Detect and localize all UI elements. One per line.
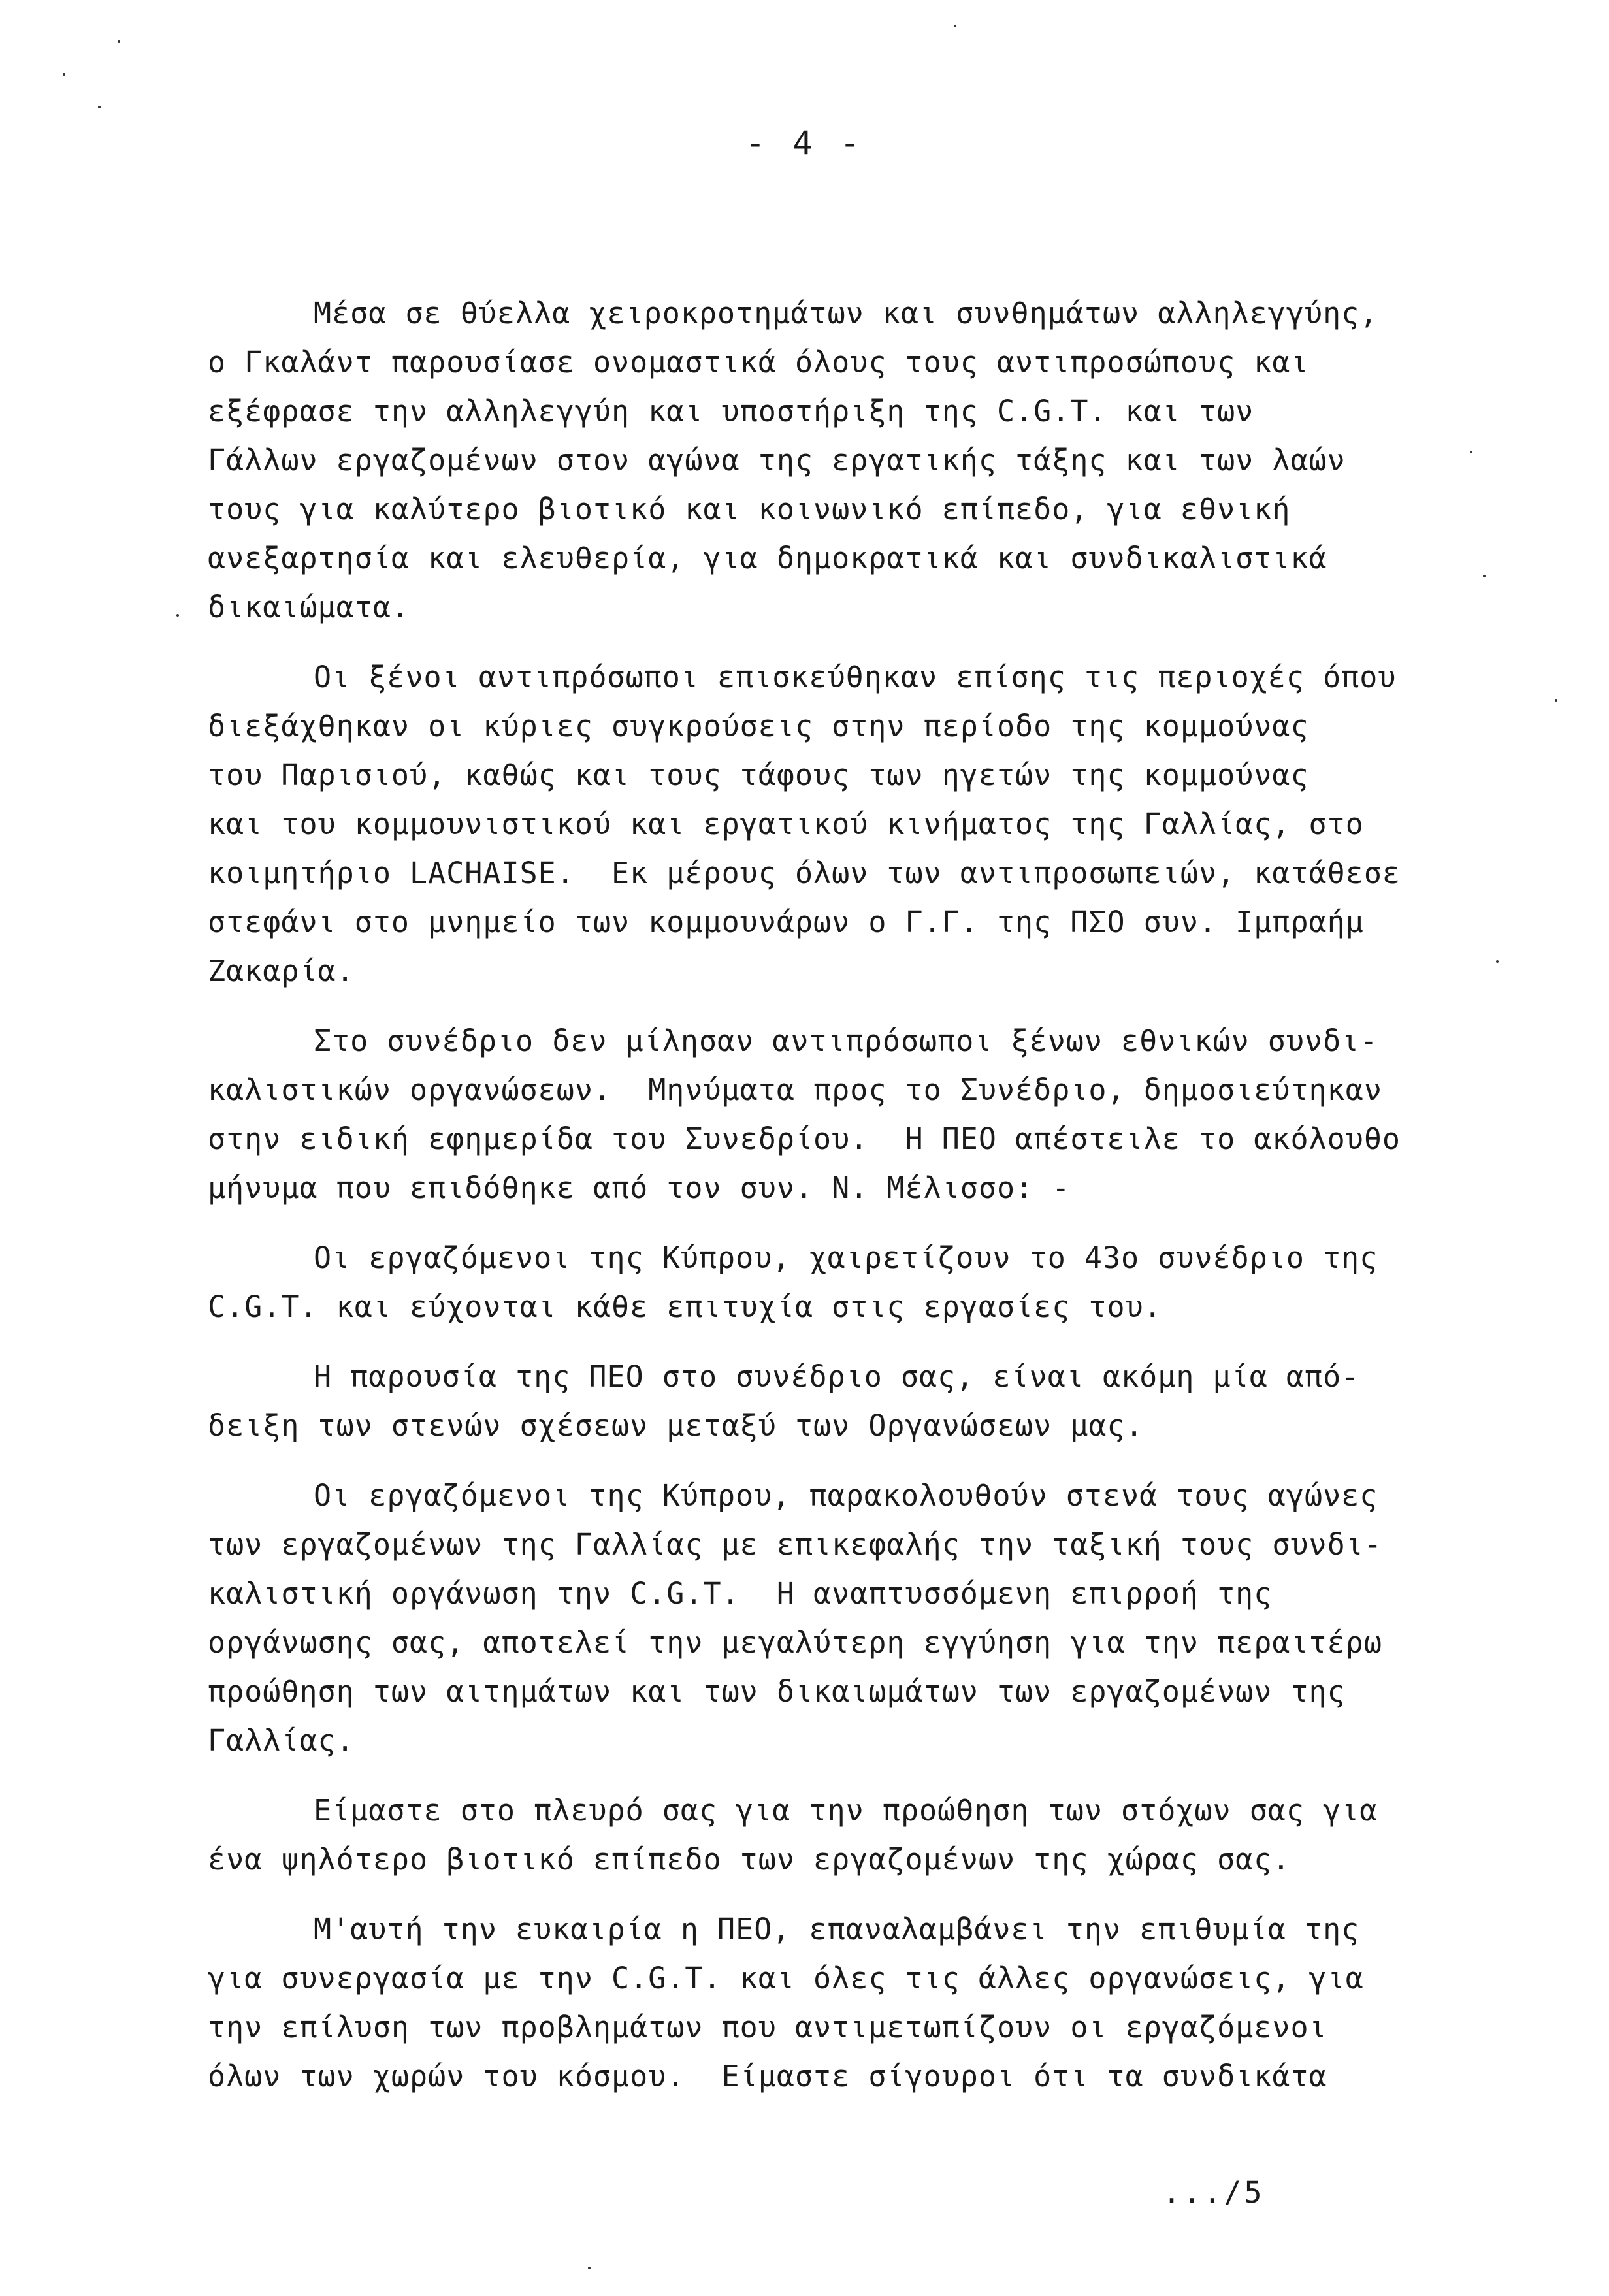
text-line: Η παρουσία της ΠΕΟ στο συνέδριο σας, είναι ακόμη μία από-: [314, 1359, 1360, 1394]
scan-speck: [176, 614, 179, 617]
text-line: τους για καλύτερο βιοτικό και κοινωνικό επίπεδο, για εθνική: [208, 492, 1291, 526]
text-line: ένα ψηλότερο βιοτικό επίπεδο των εργαζομένων της χώρας σας.: [208, 1842, 1291, 1877]
paragraph: [208, 289, 1521, 632]
text-line: των εργαζομένων της Γαλλίας με επικεφαλής την ταξική τους συνδι-: [208, 1527, 1382, 1562]
scan-speck: [1555, 699, 1557, 702]
text-line: καλιστική οργάνωση την C.G.T. Η αναπτυσσόμενη επιρροή της: [208, 1576, 1273, 1611]
text-line: στην ειδική εφημερίδα του Συνεδρίου. Η ΠΕΟ απέστειλε το ακόλουθο: [208, 1122, 1401, 1156]
text-line: εξέφρασε την αλληλεγγύη και υποστήριξη της C.G.T. και των: [208, 394, 1254, 428]
text-line: για συνεργασία με την C.G.T. και όλες τις άλλες οργανώσεις, για: [208, 1961, 1364, 1996]
text-line: ο Γκαλάντ παρουσίασε ονομαστικά όλους τους αντιπροσώπους και: [208, 345, 1309, 380]
text-line: οργάνωσης σας, αποτελεί την μεγαλύτερη εγγύηση για την περαιτέρω: [208, 1625, 1382, 1660]
scan-speck: [1483, 575, 1486, 577]
page-number: - 4 -: [745, 124, 864, 162]
text-line: Μ'αυτή την ευκαιρία η ΠΕΟ, επαναλαμβάνει την επιθυμία της: [314, 1912, 1360, 1947]
text-line: Γαλλίας.: [208, 1723, 355, 1758]
text-line: καλιστικών οργανώσεων. Μηνύματα προς το Συνέδριο, δημοσιεύτηκαν: [208, 1073, 1382, 1107]
scan-speck: [63, 73, 65, 76]
continuation-marker: .../5: [1163, 2175, 1265, 2210]
text-line: δικαιώματα.: [208, 590, 410, 624]
text-line: Μέσα σε θύελλα χειροκροτημάτων και συνθημάτων αλληλεγγύης,: [314, 296, 1378, 331]
text-line: κοιμητήριο LACHAISE. Εκ μέρους όλων των αντιπροσωπειών, κατάθεσε: [208, 856, 1401, 890]
text-line: και του κομμουνιστικού και εργατικού κινήματος της Γαλλίας, στο: [208, 807, 1364, 841]
paragraph: [208, 653, 1521, 995]
scan-speck: [1496, 960, 1499, 963]
scan-speck: [588, 2267, 591, 2269]
body-text: [208, 289, 1521, 2122]
text-line: Στο συνέδριο δεν μίλησαν αντιπρόσωποι ξένων εθνικών συνδι-: [314, 1024, 1378, 1058]
paragraph: [208, 1352, 1521, 1450]
text-line: την επίλυση των προβλημάτων που αντιμετωπίζουν οι εργαζόμενοι: [208, 2010, 1327, 2045]
text-line: Οι εργαζόμενοι της Κύπρου, παρακολουθούν στενά τους αγώνες: [314, 1478, 1378, 1513]
paragraph: [208, 1471, 1521, 1765]
text-line: μήνυμα που επιδόθηκε από τον συν. Ν. Μέλισσο: -: [208, 1171, 1071, 1205]
text-line: C.G.T. και εύχονται κάθε επιτυχία στις εργασίες του.: [208, 1289, 1162, 1324]
text-line: στεφάνι στο μνημείο των κομμουνάρων ο Γ.Γ. της ΠΣΟ συν. Ιμπραήμ: [208, 905, 1364, 939]
text-line: Ζακαρία.: [208, 954, 355, 988]
text-line: Γάλλων εργαζομένων στον αγώνα της εργατικής τάξης και των λαών: [208, 443, 1346, 477]
text-line: Οι εργαζόμενοι της Κύπρου, χαιρετίζουν το 43ο συνέδριο της: [314, 1240, 1378, 1275]
paragraph: [208, 1016, 1521, 1212]
text-line: δειξη των στενών σχέσεων μεταξύ των Οργανώσεων μας.: [208, 1408, 1144, 1443]
scan-speck: [118, 40, 120, 43]
text-line: όλων των χωρών του κόσμου. Είμαστε σίγουροι ότι τα συνδικάτα: [208, 2059, 1327, 2094]
scan-speck: [954, 25, 956, 27]
scan-speck: [1470, 451, 1472, 453]
text-line: Οι ξένοι αντιπρόσωποι επισκεύθηκαν επίσης τις περιοχές όπου: [314, 660, 1397, 694]
text-line: ανεξαρτησία και ελευθερία, για δημοκρατικά και συνδικαλιστικά: [208, 541, 1327, 575]
paragraph: [208, 1233, 1521, 1331]
paragraph: [208, 1786, 1521, 1884]
text-line: του Παρισιού, καθώς και τους τάφους των ηγετών της κομμούνας: [208, 758, 1309, 792]
text-line: διεξάχθηκαν οι κύριες συγκρούσεις στην περίοδο της κομμούνας: [208, 709, 1309, 743]
text-line: προώθηση των αιτημάτων και των δικαιωμάτων των εργαζομένων της: [208, 1674, 1346, 1709]
scan-speck: [98, 106, 101, 108]
paragraph: [208, 1905, 1521, 2101]
text-line: Είμαστε στο πλευρό σας για την προώθηση των στόχων σας για: [314, 1793, 1378, 1828]
